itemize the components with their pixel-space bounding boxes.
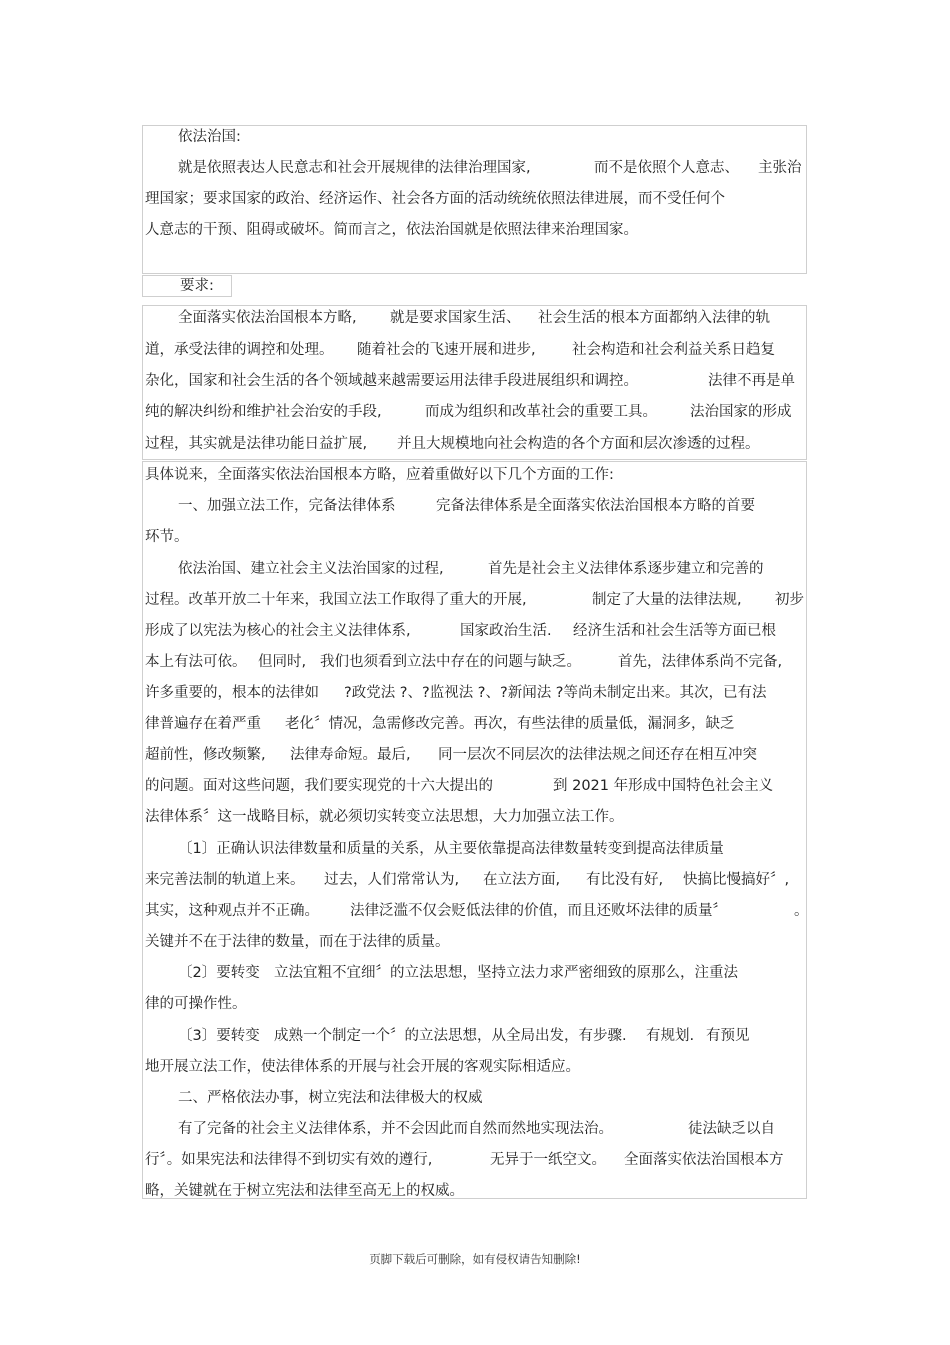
text-line: 具体说来，全面落实依法治国根本方略，应着重做好以下几个方面的工作: — [145, 467, 614, 483]
text-line: 道，承受法律的调控和处理。 — [145, 342, 334, 358]
text-line: 过去，人们常常认为, — [324, 872, 460, 888]
text-line: 有规划. — [646, 1028, 695, 1044]
text-line: 完备法律体系是全面落实依法治国根本方略的首要 — [436, 498, 755, 514]
text-line: 经济生活和社会生活等方面已根 — [573, 623, 776, 639]
text-line: 。 — [794, 903, 809, 919]
text-line: 有了完备的社会主义法律体系，并不会因此而自然而然地实现法治。 — [178, 1121, 613, 1137]
text-line: 全面落实依法治国根本方 — [624, 1152, 784, 1168]
subsection-heading: 二、严格依法办事，树立宪法和法律极大的权威 — [178, 1090, 483, 1106]
text-line: ?政党法 ?、?监视法 ?、?新闻法 ?等尚未制定出来。其次，已有法 — [344, 685, 767, 701]
text-line: 制定了大量的法律法规, — [592, 592, 742, 608]
text-line: 初步 — [775, 592, 804, 608]
text-line: 随着社会的飞速开展和进步, — [357, 342, 536, 358]
text-line: 的问题。面对这些问题，我们要实现党的十六大提出的 — [145, 778, 493, 794]
text-line: 法律泛滥不仅会贬低法律的价值，而且还败坏法律的质量〞 — [350, 903, 727, 919]
text-line: 略，关键就在于树立宪法和法律至高无上的权威。 — [145, 1183, 464, 1199]
text-line: 地开展立法工作，使法律体系的开展与社会开展的客观实际相适应。 — [145, 1059, 580, 1075]
section-heading-rule-of-law: 依法治国: — [178, 129, 241, 145]
text-line: 全面落实依法治国根本方略, — [178, 310, 357, 326]
text-line: 〔3〕要转变 — [178, 1028, 260, 1044]
text-line: 关键并不在于法律的数量，而在于法律的质量。 — [145, 934, 450, 950]
text-line: 同一层次不同层次的法律法规之间还存在相互冲突 — [438, 747, 757, 763]
text-line: 法律寿命短。最后, — [290, 747, 411, 763]
text-line: 社会生活的根本方面都纳入法律的轨 — [538, 310, 770, 326]
text-line: 其实，这种观点并不正确。 — [145, 903, 319, 919]
text-line: 并且大规模地向社会构造的各个方面和层次渗透的过程。 — [397, 436, 760, 452]
text-line: 杂化，国家和社会生活的各个领域越来越需要运用法律手段进展组织和调控。 — [145, 373, 638, 389]
text-line: 形成了以宪法为核心的社会主义法律体系, — [145, 623, 411, 639]
text-line: 国家政治生活. — [460, 623, 552, 639]
text-line: 过程，其实就是法律功能日益扩展, — [145, 436, 368, 452]
page-footer-note: 页脚下载后可删除，如有侵权请告知删除! — [369, 1252, 581, 1266]
text-line: 但同时, — [258, 654, 307, 670]
text-line: 首先，法律体系尚不完备, — [618, 654, 783, 670]
text-line: 主张治 — [758, 160, 802, 176]
text-line: 就是要求国家生活、 — [390, 310, 521, 326]
text-line: 来完善法制的轨道上来。 — [145, 872, 305, 888]
text-line: 环节。 — [145, 529, 189, 545]
text-line: 纯的解决纠纷和维护社会治安的手段, — [145, 404, 382, 420]
text-line: 首先是社会主义法律体系逐步建立和完善的 — [488, 561, 764, 577]
text-line: 而成为组织和改革社会的重要工具。 — [425, 404, 657, 420]
text-line: 徒法缺乏以自 — [688, 1121, 775, 1137]
text-line: 许多重要的，根本的法律如 — [145, 685, 319, 701]
text-line: 〔2〕要转变 — [178, 965, 260, 981]
text-line: 法律不再是单 — [708, 373, 795, 389]
text-line: 〔1〕正确认识法律数量和质量的关系，从主要依靠提高法律数量转变到提高法律质量 — [178, 841, 724, 857]
text-line: 成熟一个制定一个〞的立法思想，从全局出发，有步骤. — [274, 1028, 627, 1044]
text-line: 无异于一纸空文。 — [490, 1152, 606, 1168]
text-line: 律的可操作性。 — [145, 996, 247, 1012]
text-line: 快搞比慢搞好〞, — [683, 872, 790, 888]
text-line: 立法宜粗不宜细〞的立法思想，坚持立法力求严密细致的原那么，注重法 — [274, 965, 738, 981]
text-line: 法治国家的形成 — [690, 404, 792, 420]
text-line: 老化〞情况，急需修改完善。再次，有些法律的质量低，漏洞多，缺乏 — [285, 716, 735, 732]
text-line: 依法治国、建立社会主义法治国家的过程, — [178, 561, 444, 577]
section-heading-requirements: 要求: — [180, 278, 214, 294]
text-line: 到 2021 年形成中国特色社会主义 — [553, 778, 774, 794]
text-line: 律普遍存在着严重 — [145, 716, 261, 732]
text-line: 理国家；要求国家的政治、经济运作、社会各方面的活动统统依照法律进展，而不受任何个 — [145, 191, 725, 207]
text-line: 有预见 — [706, 1028, 750, 1044]
text-line: 我们也须看到立法中存在的问题与缺乏。 — [320, 654, 581, 670]
text-line: 本上有法可依。 — [145, 654, 247, 670]
text-line: 有比没有好, — [586, 872, 664, 888]
text-line: 在立法方面, — [483, 872, 561, 888]
text-line: 人意志的干预、阻碍或破坏。简而言之，依法治国就是依照法律来治理国家。 — [145, 222, 638, 238]
text-line: 法律体系〞这一战略目标，就必须切实转变立法思想，大力加强立法工作。 — [145, 809, 624, 825]
text-line: 就是依照表达人民意志和社会开展规律的法律治理国家, — [178, 160, 531, 176]
text-line: 超前性，修改频繁, — [145, 747, 266, 763]
text-line: 而不是依照个人意志、 — [594, 160, 739, 176]
text-line: 过程。改革开放二十年来，我国立法工作取得了重大的开展, — [145, 592, 527, 608]
text-line: 行〞。如果宪法和法律得不到切实有效的遵行, — [145, 1152, 433, 1168]
text-line: 社会构造和社会利益关系日趋复 — [572, 342, 775, 358]
subsection-heading: 一、加强立法工作，完备法律体系 — [178, 498, 396, 514]
